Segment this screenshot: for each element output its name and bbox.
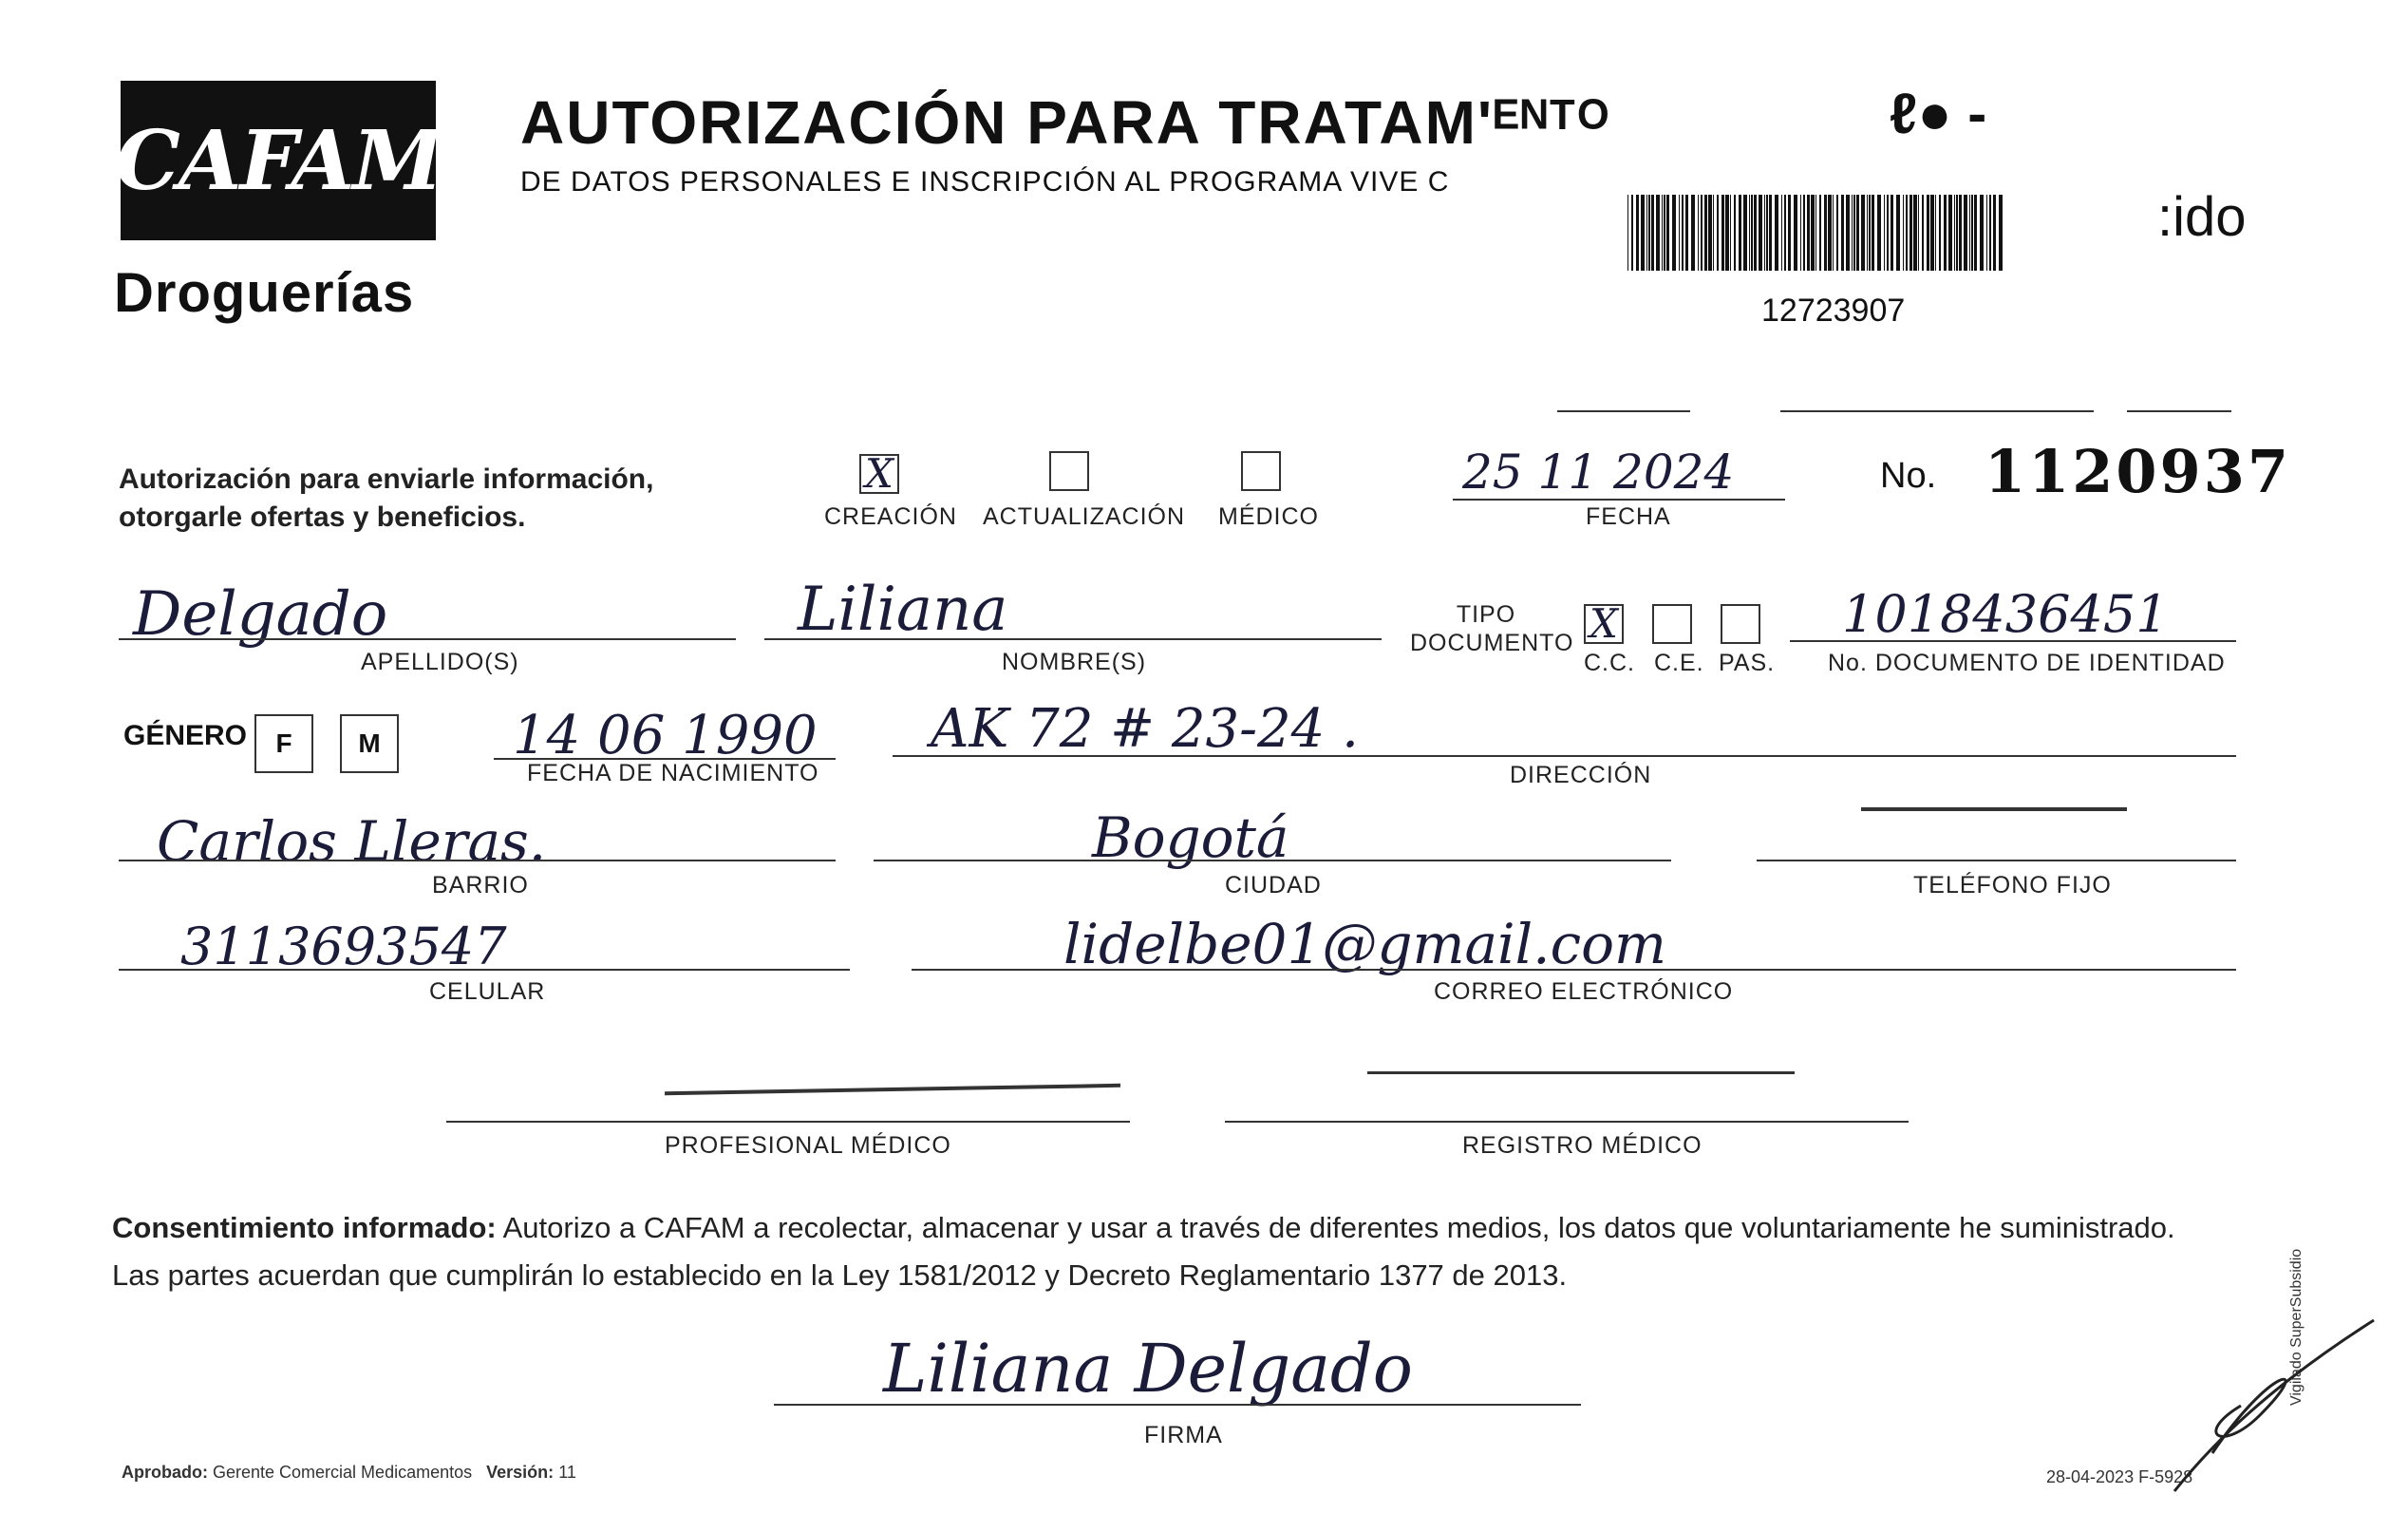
signature-line <box>774 1404 1581 1406</box>
barcode-bar <box>1794 195 1797 271</box>
version-label: Versión: <box>486 1463 555 1482</box>
barcode-bar <box>1656 195 1660 271</box>
number-label: No. <box>1880 456 1937 496</box>
aprobado-value: Gerente Comercial Medicamentos <box>213 1463 473 1482</box>
barcode-bar <box>1846 195 1850 271</box>
divider-line <box>1780 410 2094 412</box>
authorization-line-1: Autorización para enviarle información, <box>119 463 654 495</box>
celular-value: 3113693547 <box>180 917 507 976</box>
barcode-bar <box>1781 195 1782 271</box>
barcode-bar <box>1869 195 1871 271</box>
barcode-bar <box>1906 195 1908 271</box>
barcode-bar <box>1685 195 1688 271</box>
barcode-bar <box>1819 195 1821 271</box>
barcode-bar <box>1971 195 1973 271</box>
barcode-bar <box>1682 195 1684 271</box>
cc-checkbox[interactable] <box>1584 600 1624 647</box>
barcode-bar <box>1769 195 1772 271</box>
ciudad-value: Bogotá <box>1092 805 1289 870</box>
direccion-value: AK 72 # 23-24 . <box>931 698 1359 760</box>
profesional-line <box>446 1121 1130 1123</box>
telefono-line <box>1757 860 2236 861</box>
barcode-bar <box>1909 195 1912 271</box>
barcode-bar <box>1922 195 1924 271</box>
barcode-bar <box>1739 195 1741 271</box>
correo-line <box>912 969 2236 971</box>
genero-f-mark: F <box>275 728 292 758</box>
barcode-bar <box>1956 195 1958 271</box>
barcode-bar <box>1891 195 1893 271</box>
barcode-bar <box>1704 195 1707 271</box>
nombres-label: NOMBRE(S) <box>1002 649 1147 675</box>
vigilado-side-text: Vigilado SuperSubsidio <box>2288 1248 2305 1406</box>
pas-checkbox[interactable] <box>1721 604 1760 644</box>
correo-value: lidelbe01@gmail.com <box>1063 912 1666 976</box>
barcode-bar <box>1725 195 1729 271</box>
barcode-bar <box>1959 195 1962 271</box>
nombres-line <box>764 638 1382 640</box>
barcode-bar <box>1974 195 1977 271</box>
cc-mark: X <box>1590 600 1618 647</box>
barcode-bar <box>1948 195 1952 271</box>
nacimiento-value: 14 06 1990 <box>513 705 818 766</box>
cafam-logo <box>115 81 442 240</box>
divider-line <box>1557 410 1690 412</box>
barcode-bar <box>1636 195 1639 271</box>
barcode-bar <box>1841 195 1844 271</box>
apellidos-value: Delgado <box>133 579 388 650</box>
barcode-bar <box>1935 195 1936 271</box>
barcode-bar <box>1999 195 2003 271</box>
barcode-bar <box>1764 195 1765 271</box>
direccion-line <box>893 755 2236 757</box>
barcode-bar <box>1754 195 1757 271</box>
barcode-bar <box>1896 195 1900 271</box>
barcode-bar <box>1856 195 1859 271</box>
consent-text <box>112 1204 2248 1299</box>
authorization-text <box>119 461 653 537</box>
barcode-bar <box>1679 195 1680 271</box>
barcode-bar <box>1701 195 1703 271</box>
aprobado-label: Aprobado: <box>122 1463 208 1482</box>
barcode-bar <box>1833 195 1834 271</box>
barcode-bar <box>1698 195 1699 271</box>
registro-strike <box>1367 1071 1795 1074</box>
form-subtitle: DE DATOS PERSONALES E INSCRIPCIÓN AL PROGRAMA VIVE C <box>520 166 1450 198</box>
signature-label: FIRMA <box>1144 1422 1223 1448</box>
barcode-bar <box>1861 195 1865 271</box>
nombres-value: Liliana <box>798 575 1008 645</box>
direccion-label: DIRECCIÓN <box>1510 762 1652 788</box>
apellidos-label: APELLIDO(S) <box>361 649 519 675</box>
tipo-documento-label: TIPO DOCUMENTO <box>1410 601 1574 656</box>
barcode-bar <box>1662 195 1663 271</box>
barcode-bar <box>1927 195 1929 271</box>
cut-off-text: :ido <box>2157 186 2247 248</box>
barcode-bar <box>1867 195 1868 271</box>
barcode-bar <box>1964 195 1967 271</box>
authorization-line-2: otorgarle ofertas y beneficios. <box>119 501 526 533</box>
medico-checkbox[interactable] <box>1241 451 1281 491</box>
consent-title: Consentimiento informado: <box>112 1211 497 1244</box>
pas-label: PAS. <box>1719 650 1776 676</box>
barcode-bar <box>1651 195 1654 271</box>
barcode-bar <box>1713 195 1714 271</box>
correo-label: CORREO ELECTRÓNICO <box>1434 978 1734 1005</box>
barcode-bar <box>1646 195 1647 271</box>
barcode-bar <box>1708 195 1712 271</box>
barcode-bar <box>1666 195 1669 271</box>
barcode-bar <box>1631 195 1633 271</box>
barcode-bar <box>1734 195 1736 271</box>
barrio-line <box>119 860 836 861</box>
genero-m-label: M <box>358 728 381 758</box>
ce-checkbox[interactable] <box>1652 604 1692 644</box>
footer-approval <box>122 1463 576 1483</box>
barcode-bar <box>1784 195 1786 271</box>
barcode-bar <box>1743 195 1747 271</box>
barcode-bar <box>1815 195 1816 271</box>
consent-line-1 <box>112 1204 2248 1252</box>
documento-value: 1018436451 <box>1842 584 2169 644</box>
top-ink-mark: ℓ● - <box>1890 82 1987 145</box>
barrio-label: BARRIO <box>432 872 529 898</box>
cc-label: C.C. <box>1584 650 1635 676</box>
documento-label: No. DOCUMENTO DE IDENTIDAD <box>1828 650 2226 676</box>
barcode-number: 12723907 <box>1761 293 1906 329</box>
form-number: 1120937 <box>1985 437 2291 506</box>
celular-line <box>119 969 850 971</box>
barcode-bar <box>1877 195 1881 271</box>
barcode-bar <box>1836 195 1838 271</box>
barcode-bar <box>1807 195 1810 271</box>
genero-f-checkbox[interactable] <box>254 714 313 773</box>
barcode-bar <box>1969 195 1970 271</box>
documento-line <box>1790 640 2236 642</box>
barcode-bar <box>1751 195 1753 271</box>
registro-line <box>1225 1121 1909 1123</box>
barcode-bar <box>1918 195 1919 271</box>
version-value: 11 <box>558 1463 576 1482</box>
barcode-bar <box>1887 195 1889 271</box>
barcode-bar <box>1986 195 1987 271</box>
telefono-strike <box>1861 807 2127 811</box>
barcode-bar <box>1944 195 1947 271</box>
brand-name: Droguerías <box>114 262 415 324</box>
barcode-bar <box>1828 195 1832 271</box>
ciudad-line <box>874 860 1671 861</box>
nacimiento-label: FECHA DE NACIMIENTO <box>527 760 819 786</box>
registro-label: REGISTRO MÉDICO <box>1462 1132 1703 1159</box>
barcode-bar <box>1989 195 1991 271</box>
profesional-label: PROFESIONAL MÉDICO <box>665 1132 951 1159</box>
barcode-bar <box>1853 195 1855 271</box>
barcode-bar <box>1800 195 1801 271</box>
creacion-label: CREACIÓN <box>824 503 957 530</box>
corner-scribble <box>2155 1311 2383 1501</box>
signature-value: Liliana Delgado <box>883 1330 1413 1408</box>
barcode-image <box>1626 195 2005 271</box>
actualizacion-label: ACTUALIZACIÓN <box>983 503 1186 530</box>
barcode-bar <box>1641 195 1645 271</box>
barcode-bar <box>1648 195 1650 271</box>
apellidos-line <box>119 638 736 640</box>
barcode-bar <box>1954 195 1955 271</box>
barcode-bar <box>1672 195 1676 271</box>
creacion-checkbox[interactable] <box>859 450 899 497</box>
barcode-bar <box>1803 195 1805 271</box>
barcode-bar <box>1930 195 1934 271</box>
barcode-bar <box>1664 195 1665 271</box>
logo-text: CAFAM <box>115 112 442 209</box>
barcode-bar <box>1759 195 1762 271</box>
barcode-bar <box>1691 195 1695 271</box>
genero-label: GÉNERO <box>123 720 248 751</box>
form-title: AUTORIZACIÓN PARA TRATAM'ᴱᴺᵀᴼ <box>520 88 1611 157</box>
barcode-bar <box>1775 195 1778 271</box>
barcode-bar <box>1766 195 1768 271</box>
fecha-label: FECHA <box>1586 503 1671 530</box>
actualizacion-checkbox[interactable] <box>1049 451 1089 491</box>
barcode-bar <box>1884 195 1885 271</box>
barcode-bar <box>1788 195 1791 271</box>
telefono-label: TELÉFONO FIJO <box>1913 872 2112 898</box>
barcode-bar <box>1824 195 1827 271</box>
consent-line-2: Las partes acuerdan que cumplirán lo establecido en la Ley 1581/2012 y Decreto Reglamentario 1377 de 2013. <box>112 1258 1568 1292</box>
fecha-value: 25 11 2024 <box>1462 444 1735 500</box>
barcode-bar <box>1721 195 1724 271</box>
genero-m-checkbox[interactable] <box>340 714 399 773</box>
profesional-strike <box>665 1084 1120 1095</box>
barcode-bar <box>1811 195 1815 271</box>
barrio-value: Carlos Lleras. <box>157 809 547 874</box>
consent-body-1: Autorizo a CAFAM a recolectar, almacenar y usar a través de diferentes medios, los datos que voluntariamente he suministrado. <box>496 1211 2175 1244</box>
barcode-bar <box>1903 195 1904 271</box>
barcode-bar <box>1872 195 1874 271</box>
barcode-bar <box>1980 195 1984 271</box>
barcode-bar <box>1939 195 1941 271</box>
barcode-bar <box>1730 195 1731 271</box>
barcode-bar <box>1913 195 1917 271</box>
ce-label: C.E. <box>1654 650 1704 676</box>
barcode-bar <box>1717 195 1719 271</box>
medico-label: MÉDICO <box>1218 503 1319 530</box>
barcode-bar <box>1627 195 1628 271</box>
celular-label: CELULAR <box>429 978 546 1005</box>
fecha-line <box>1453 499 1785 501</box>
barcode-bar <box>1993 195 1996 271</box>
barcode-bar <box>1749 195 1750 271</box>
creacion-mark: X <box>865 450 894 497</box>
divider-line <box>2127 410 2231 412</box>
footer-date-code: 28-04-2023 F-5928 <box>2046 1467 2193 1486</box>
barcode-bar <box>1852 195 1853 271</box>
ciudad-label: CIUDAD <box>1225 872 1322 898</box>
